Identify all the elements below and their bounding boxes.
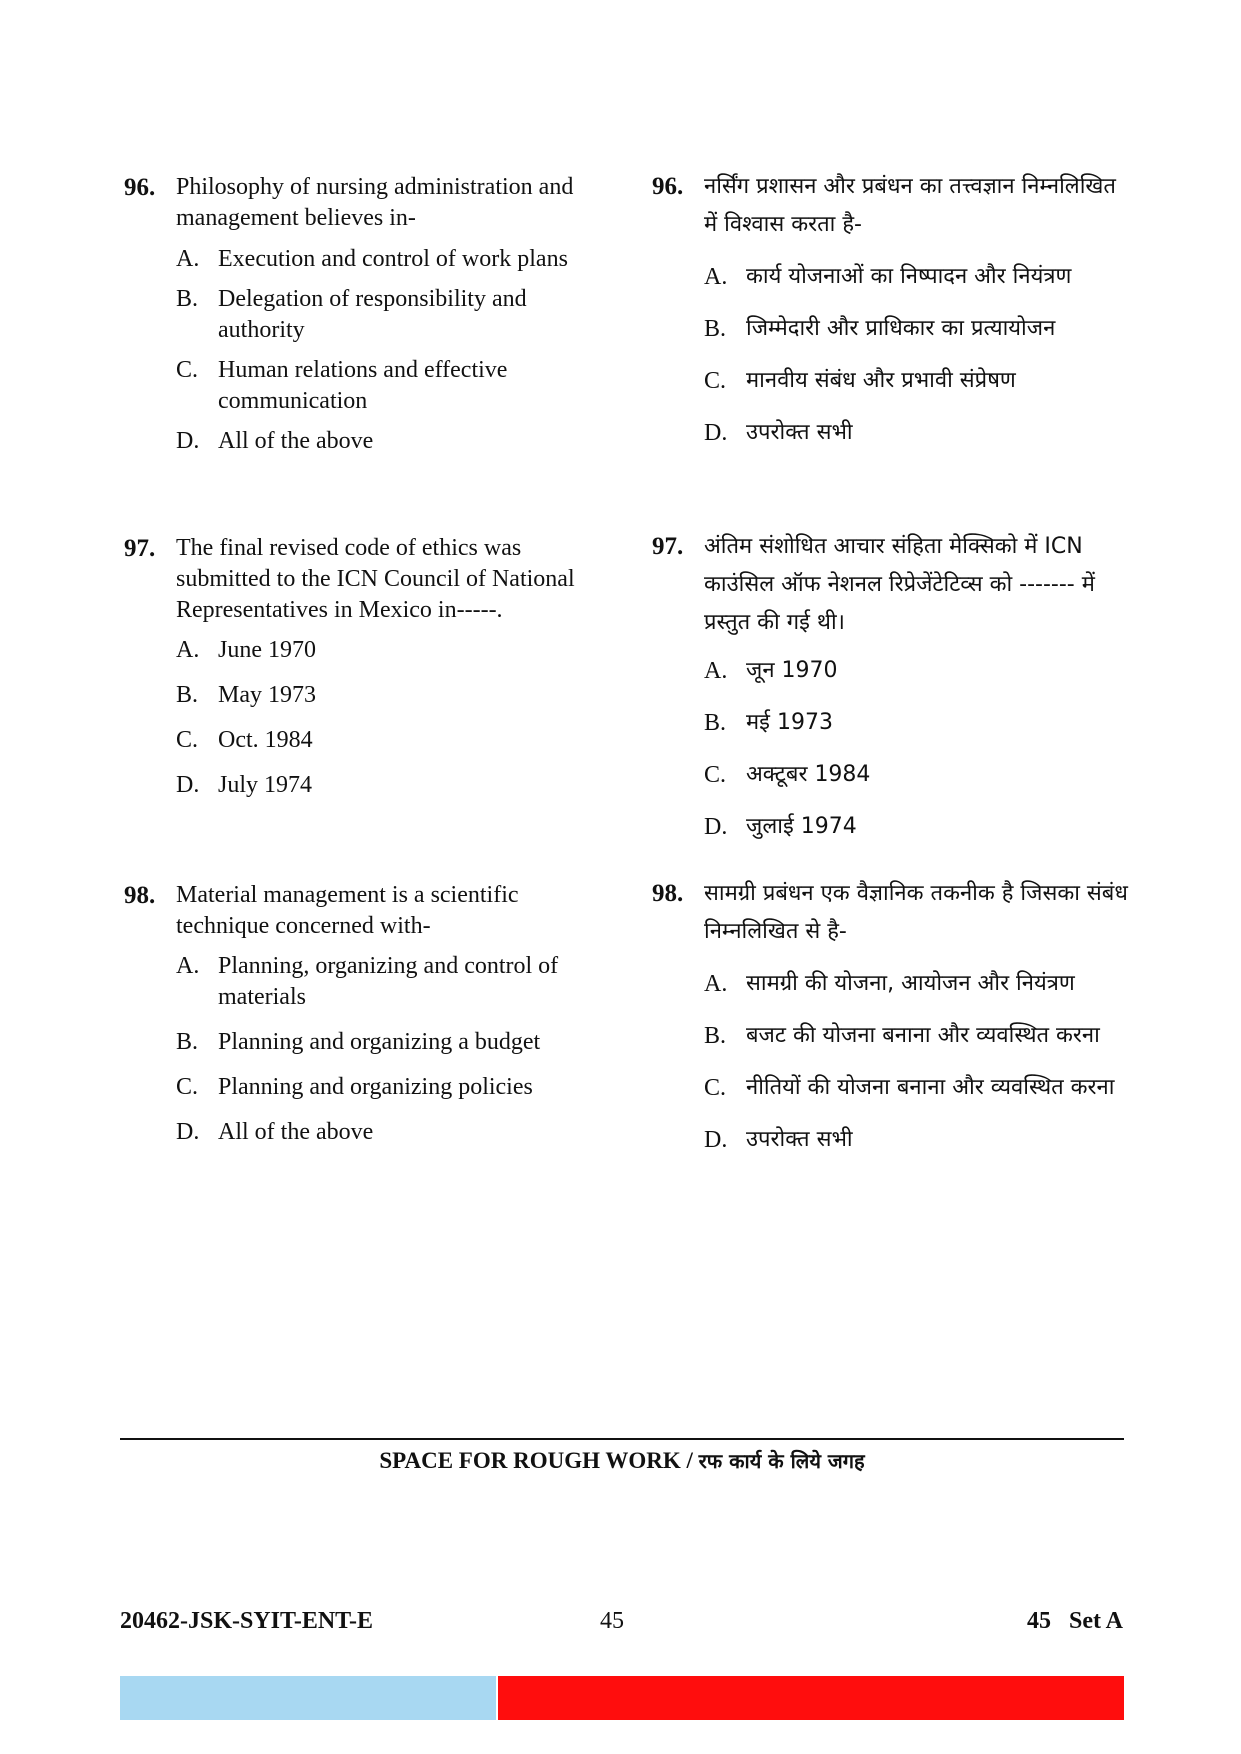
option-label: B. <box>704 710 727 736</box>
option-d <box>176 1117 594 1148</box>
option-d <box>704 808 1132 846</box>
option-a <box>176 244 594 275</box>
option-text: Oct. 1984 <box>218 727 313 753</box>
option-text: जिम्मेदारी और प्राधिकार का प्रत्यायोजन <box>746 316 1056 341</box>
option-text: Execution and control of work plans <box>218 246 568 272</box>
rough-work-heading <box>120 1447 1124 1474</box>
option-text: July 1974 <box>218 772 313 798</box>
option-text: उपरोक्त सभी <box>746 1127 853 1152</box>
option-text: सामग्री की योजना, आयोजन और नियंत्रण <box>746 971 1075 996</box>
option-c <box>176 355 594 417</box>
option-text: All of the above <box>218 1119 374 1145</box>
option-text: बजट की योजना बनाना और व्यवस्थित करना <box>746 1023 1100 1048</box>
option-text: Human relations and effective communication <box>218 357 508 414</box>
question-text: Material management is a scientific technique concerned with- <box>176 882 519 939</box>
question-text: नर्सिंग प्रशासन और प्रबंधन का तत्त्वज्ञान निम्नलिखित में विश्वास करता है- <box>704 174 1116 237</box>
question-number: 97. <box>124 535 156 562</box>
question-98-hi <box>652 875 1132 1159</box>
option-label: C. <box>704 1075 727 1101</box>
question-number: 97. <box>652 533 684 560</box>
option-label: D. <box>176 428 200 454</box>
option-a <box>176 951 594 1013</box>
option-label: B. <box>704 1023 727 1049</box>
option-text: जून 1970 <box>746 658 838 683</box>
option-a <box>704 965 1132 1003</box>
question-text: The final revised code of ethics was submitted to the ICN Council of National Representatives in Mexico in-----. <box>176 535 575 623</box>
option-label: D. <box>176 1119 200 1145</box>
rough-work-en: SPACE FOR ROUGH WORK / <box>379 1448 699 1473</box>
option-text: नीतियों की योजना बनाना और व्यवस्थित करना <box>746 1075 1115 1100</box>
option-label: C. <box>176 357 199 383</box>
question-96-hi <box>652 168 1132 452</box>
option-label: B. <box>176 682 199 708</box>
option-b <box>176 680 594 711</box>
option-text: Delegation of responsibility and authority <box>218 286 527 343</box>
paper-code: 20462-JSK-SYIT-ENT-E <box>120 1608 373 1634</box>
option-text: मई 1973 <box>746 710 833 735</box>
option-label: A. <box>704 658 728 684</box>
option-label: B. <box>704 316 727 342</box>
option-text: उपरोक्त सभी <box>746 420 853 445</box>
option-text: All of the above <box>218 428 374 454</box>
question-number: 96. <box>124 174 156 201</box>
option-text: अक्टूबर 1984 <box>746 762 871 787</box>
option-c <box>704 756 1132 794</box>
option-a <box>176 635 594 666</box>
option-label: C. <box>176 727 199 753</box>
option-a <box>704 652 1132 690</box>
question-number: 98. <box>652 880 684 907</box>
question-text: अंतिम संशोधित आचार संहिता मेक्सिको में ICN काउंसिल ऑफ नेशनल रिप्रेजेंटेटिव्स को ------- में प्रस्तुत की गई थी। <box>704 534 1095 635</box>
option-text: June 1970 <box>218 637 316 663</box>
option-d <box>176 770 594 801</box>
option-b <box>176 284 594 346</box>
option-label: A. <box>176 953 200 979</box>
option-b <box>704 310 1132 348</box>
question-96-en <box>124 172 594 457</box>
question-number: 98. <box>124 882 156 909</box>
option-a <box>704 258 1132 296</box>
option-label: A. <box>704 971 728 997</box>
option-d <box>704 414 1132 452</box>
page-number: 45 <box>600 1608 624 1634</box>
option-text: कार्य योजनाओं का निष्पादन और नियंत्रण <box>746 264 1072 289</box>
option-label: B. <box>176 1029 199 1055</box>
question-number: 96. <box>652 173 684 200</box>
rough-work-divider <box>120 1438 1124 1440</box>
option-text: Planning and organizing policies <box>218 1074 533 1100</box>
option-text: मानवीय संबंध और प्रभावी संप्रेषण <box>746 368 1016 393</box>
option-label: B. <box>176 286 199 312</box>
option-d <box>704 1121 1132 1159</box>
option-label: D. <box>704 1127 728 1153</box>
option-label: A. <box>176 637 200 663</box>
option-d <box>176 426 594 457</box>
option-text: Planning, organizing and control of materials <box>218 953 559 1010</box>
option-label: C. <box>704 762 727 788</box>
option-label: D. <box>176 772 200 798</box>
question-text: Philosophy of nursing administration and management believes in- <box>176 174 574 231</box>
option-b <box>704 704 1132 742</box>
option-text: May 1973 <box>218 682 316 708</box>
footer-bar-blue <box>120 1676 496 1720</box>
option-text: Planning and organizing a budget <box>218 1029 541 1055</box>
question-text: सामग्री प्रबंधन एक वैज्ञानिक तकनीक है जिसका संबंध निम्नलिखित से है- <box>704 881 1128 944</box>
option-label: C. <box>176 1074 199 1100</box>
question-98-en <box>124 880 594 1148</box>
option-c <box>704 362 1132 400</box>
footer-bar-red <box>498 1676 1124 1720</box>
option-label: A. <box>704 264 728 290</box>
option-c <box>176 1072 594 1103</box>
option-b <box>704 1017 1132 1055</box>
rough-work-hi: रफ कार्य के लिये जगह <box>698 1449 865 1473</box>
option-text: जुलाई 1974 <box>746 814 857 839</box>
option-label: D. <box>704 814 728 840</box>
question-97-hi <box>652 528 1132 846</box>
option-label: C. <box>704 368 727 394</box>
option-c <box>176 725 594 756</box>
option-label: D. <box>704 420 728 446</box>
option-c <box>704 1069 1132 1107</box>
option-b <box>176 1027 594 1058</box>
option-label: A. <box>176 246 200 272</box>
question-97-en <box>124 533 594 801</box>
set-label: 45 Set A <box>1027 1608 1123 1634</box>
